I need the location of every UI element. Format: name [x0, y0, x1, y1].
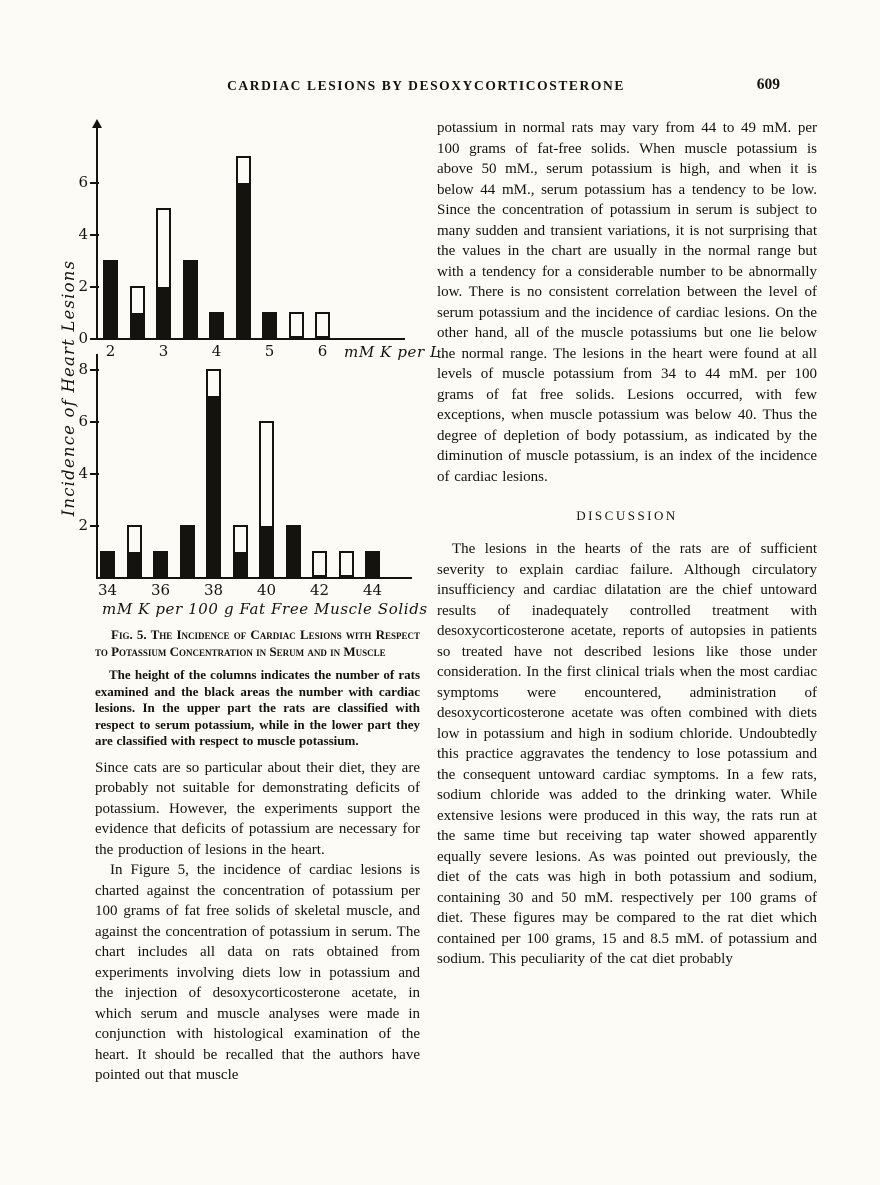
paragraph-cats: Since cats are so particular about their diet, they are probably not suitable for demonstrating deficits of potassium. However, the experiments support the evidence that deficits of potassium are necessary for the production of lesions in the heart. — [95, 759, 420, 858]
right-column — [437, 118, 817, 970]
bar-total-x37 — [180, 525, 195, 577]
y-tick-label: 4 — [78, 464, 88, 482]
x-tick-label: 44 — [362, 581, 383, 599]
y-tick-label: 2 — [78, 277, 88, 295]
x-tick-label: 34 — [97, 581, 118, 599]
section-heading-discussion: DISCUSSION — [576, 508, 678, 523]
page-number: 609 — [756, 76, 780, 93]
bar-total-x40 — [259, 421, 274, 577]
bar-lesions-x38 — [208, 396, 219, 575]
y-tick-mark — [90, 473, 99, 475]
bar-lesions-x44 — [367, 553, 378, 575]
figure-canvas — [59, 118, 447, 624]
bar-total-x38 — [206, 369, 221, 577]
bar-lesions-x40 — [261, 526, 272, 575]
x-tick-label: 4 — [211, 342, 222, 360]
x-tick-label: 38 — [203, 581, 224, 599]
y-tick-label: 6 — [78, 412, 88, 430]
x-tick-label: 6 — [317, 342, 328, 360]
bar-total-x36 — [153, 551, 168, 577]
x-tick-label: 42 — [309, 581, 330, 599]
y-axis-line — [96, 354, 98, 579]
bar-total-x43 — [339, 551, 354, 577]
y-tick-label: 2 — [78, 516, 88, 534]
running-head — [95, 78, 817, 98]
bar-total-x35 — [127, 525, 142, 577]
x-axis-label: mM K per L. — [344, 343, 447, 361]
x-axis-line — [96, 577, 412, 579]
paragraph-discussion: The lesions in the hearts of the rats are of sufficient severity to explain cardiac failure. Although circulatory insufficiency and cardiac dilatation are the chief untoward results of inadequately controlled treatment with desoxycorticosterone acetate, reports of autopsies in patients so treated have not described lesions like those under consideration. In the first clinical trials when the most cardiac symptoms were encountered, administration of desoxycorticosterone acetate was often combined with diets low in potassium and high in sodium chloride. Undoubtedly this practice aggravates the tendency to lose potassium and the consequent untoward cardiac symptoms. In a few rats, sodium chloride was added to the drinking water. While extensive lesions were produced in this way, the rats run at the same time but receiving tap water showed apparently equally severe lesions. As was pointed out previously, the diet of the cats was high in both potassium and sodium, containing 30 and 50 mM. respectively per 100 grams of diet. These figures may be compared to the rat diet which contained per 100 grams, 15 and 8.5 mM. of potassium and sodium. This peculiarity of the cat diet probably — [437, 541, 817, 967]
figure-5 — [59, 118, 447, 750]
y-tick-label: 4 — [78, 225, 88, 243]
bar-total-x39 — [233, 525, 248, 577]
x-tick-label: 2 — [105, 342, 116, 360]
y-tick-mark — [90, 369, 99, 371]
y-tick-mark — [90, 525, 99, 527]
figure-caption: Fig. 5. The Incidence of Cardiac Lesions with Respect to Potassium Concentration in Serum and in Muscle — [95, 627, 420, 659]
running-head-title: CARDIAC LESIONS BY DESOXYCORTICOSTERONE — [227, 78, 625, 93]
left-column — [59, 118, 447, 1086]
figure-y-axis-label: Incidence of Heart Lesions — [59, 259, 78, 517]
bar-lesions-x37 — [182, 527, 193, 575]
bar-total-x44 — [365, 551, 380, 577]
chart-muscle-potassium — [60, 118, 428, 624]
y-tick-label: 6 — [78, 173, 88, 191]
x-tick-label: 36 — [150, 581, 171, 599]
bar-lesions-x35 — [129, 552, 140, 575]
y-tick-mark — [90, 421, 99, 423]
x-tick-label: 3 — [158, 342, 169, 360]
paragraph-potassium-range: potassium in normal rats may vary from 44 to 49 mM. per 100 grams of fat-free solids. When muscle potassium is above 50 mM., serum potassium is high, and when it is below 44 mM., serum potassium has a tendency to be low. Since the concentration of potassium in serum is subject to many sudden and transient variations, it is not surprising that the values in the chart are usually in the normal range but with a tendency for a considerable number to be abnormally low. There is no consistent correlation between the level of serum potassium and the incidence of cardiac lesions. On the other hand, all of the muscle potassiums but one lie below the normal range. The lesions in the heart were found at all levels of muscle potassium from 34 to 44 mM. per 100 grams of fat free solids. Lesions occurred, with few exceptions, when muscle potassium was below 40. Thus the degree of depletion of body potassium, as indicated by the diminution of muscle potassium, is an index of the incidence of cardiac lesions. — [437, 120, 817, 485]
bar-lesions-x39 — [235, 552, 246, 575]
bar-lesions-x36 — [155, 553, 166, 575]
two-column-layout — [59, 118, 817, 1086]
bar-lesions-x41 — [288, 527, 299, 575]
bar-lesions-x34 — [102, 553, 113, 575]
bar-total-x41 — [286, 525, 301, 577]
bar-total-x34 — [100, 551, 115, 577]
x-axis-label: mM K per 100 g Fat Free Muscle Solids — [102, 600, 428, 618]
figure-note: The height of the columns indicates the number of rats examined and the black areas the number with cardiac lesions. In the upper part the rats are classified with respect to serum potassium, while in the lower part they are classified with respect to muscle potassium. — [95, 667, 420, 748]
y-tick-label: 0 — [78, 329, 88, 347]
x-tick-label: 40 — [256, 581, 277, 599]
bar-total-x42 — [312, 551, 327, 577]
paragraph-figure5: In Figure 5, the incidence of cardiac lesions is charted against the concentration of potassium per 100 grams of fat free solids of skeletal muscle, and against the concentration of potassium in serum. The chart includes all data on rats obtained from experiments involving diets low in potassium and the injection of desoxycorticosterone acetate, in which serum and muscle analyses were made in conjunction with histological examination of the heart. It should be recalled that the authors have pointed out that muscle — [95, 862, 420, 1083]
y-tick-label: 8 — [78, 360, 88, 378]
x-tick-label: 5 — [264, 342, 275, 360]
